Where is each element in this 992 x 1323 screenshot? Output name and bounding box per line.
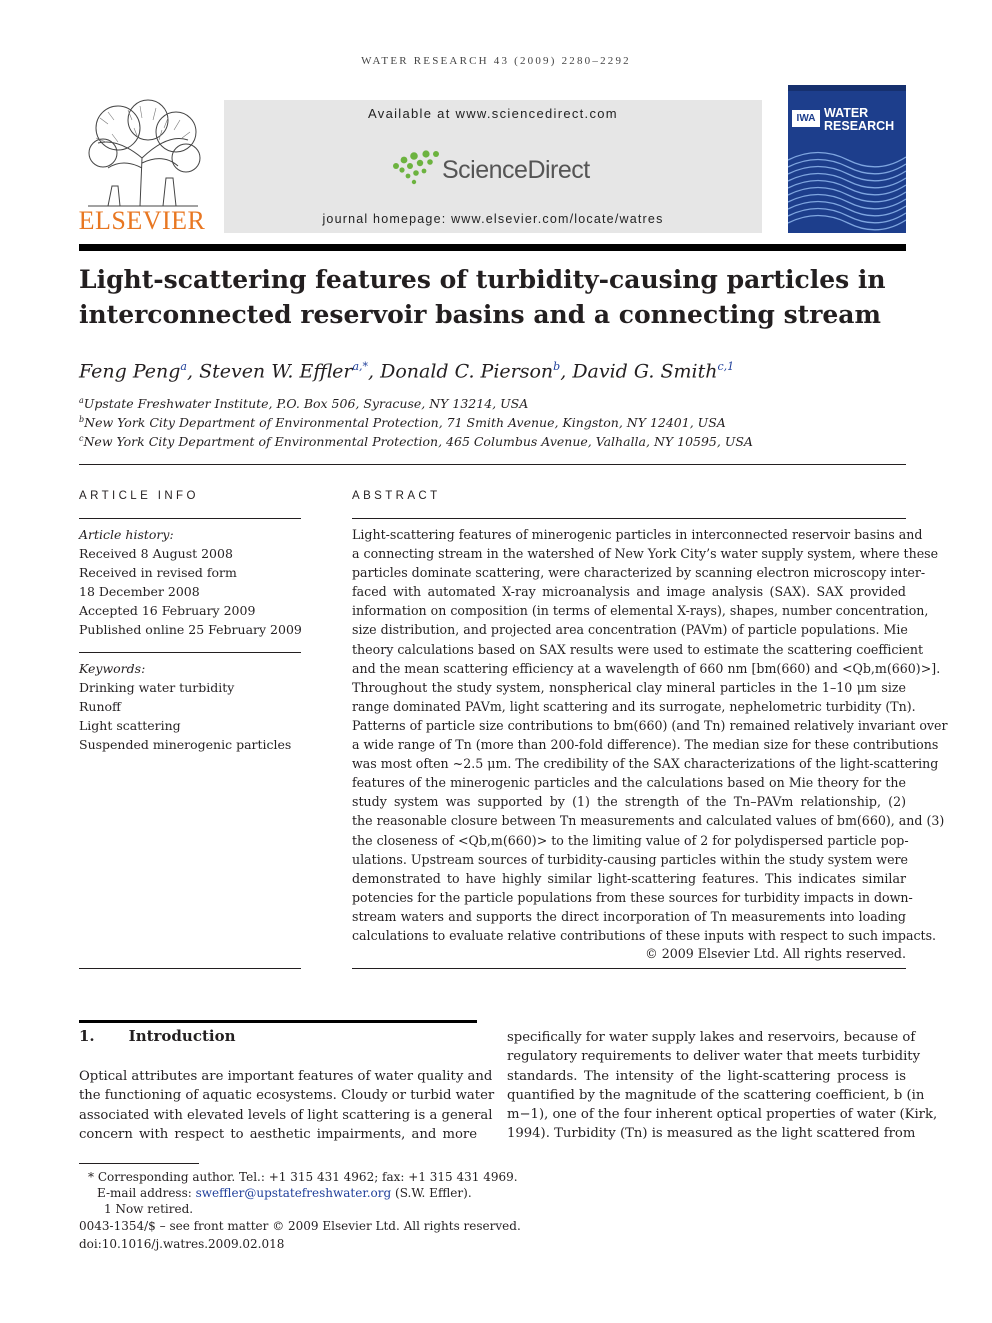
intro-left-column: Optical attributes are important features of water quality and the functioning of aquatic ecosystems. Cloudy or turbid water associated with elevated levels of light scattering is a general concern with respect to aesthetic impairments, and more	[79, 1069, 495, 1142]
article-info-bottom-rule	[79, 968, 301, 969]
author-list: Feng Peng$^a$, Steven W. Effler$^{a,*}$, Donald C. Pierson$^b$, David G. Smith$^{c,1}$	[79, 360, 735, 383]
keywords-rule	[79, 652, 301, 653]
abstract-line: theory calculations based on SAX results were used to estimate the scattering coefficient	[352, 641, 924, 657]
abstract-line: stream waters and supports the direct incorporation of Tn measurements into loading	[352, 908, 906, 924]
abstract-line: size distribution, and projected area concentration (PAVm) of particle populations. Mie	[352, 622, 908, 638]
intro-right-column: specifically for water supply lakes and reservoirs, because of regulatory requirements to deliver water that meets turbidity standards. The intensity of the light-scattering process is quantified by the magnitude of the scattering coefficient, b (in m−1), one of the four inherent optical properties of water (Kirk, 1994). Turbidity (Tn) is measured as the light scattered from	[507, 1030, 938, 1142]
keywords: Keywords: Drinking water turbidity Runoff Light scattering Suspended minerogenic particles	[79, 661, 292, 753]
affiliation-rule	[79, 464, 906, 465]
abstract-line: ulations. Upstream sources of turbidity-causing particles within the study system were	[352, 851, 909, 867]
author-affiliation-mark: b	[553, 360, 561, 373]
sciencedirect-wordmark: ScienceDirect	[442, 156, 590, 184]
abstract-line: Light-scattering features of minerogenic particles in interconnected reservoir basins and	[352, 527, 923, 542]
article-info-heading: ARTICLE INFO	[79, 490, 199, 502]
elsevier-wordmark: ELSEVIER	[78, 206, 206, 235]
author-affiliation-mark: c,1	[717, 360, 735, 373]
article-info-rule	[79, 518, 301, 519]
iwa-logo: IWA	[792, 110, 820, 127]
journal-cover	[788, 85, 906, 233]
issn-line: 0043-1354/$ – see front matter © 2009 Elsevier Ltd. All rights reserved.	[79, 1219, 521, 1233]
journal-homepage: journal homepage: www.elsevier.com/locate/watres	[322, 212, 664, 226]
email-link[interactable]: sweffler@upstatefreshwater.org	[195, 1186, 392, 1200]
abstract-line: the reasonable closure between Tn measurements and calculated values of bm(660), and (3)	[352, 813, 945, 829]
header-rule	[79, 244, 906, 251]
abstract-copyright: © 2009 Elsevier Ltd. All rights reserved.	[645, 946, 906, 961]
abstract-line: calculations to evaluate relative contributions of these inputs with respect to such impacts.	[352, 927, 937, 943]
abstract-line: faced with automated X-ray microanalysis and image analysis (SAX). SAX provided	[352, 584, 906, 600]
retired-note: 1 Now retired.	[104, 1202, 194, 1216]
abstract-line: and the mean scattering efficiency at a wavelength of 660 nm [bm(660) and <Qb,m(660)>].	[352, 660, 941, 676]
footnote-rule	[79, 1163, 199, 1164]
abstract-line: features of the minerogenic particles and the calculations based on Mie theory for the	[352, 775, 906, 791]
abstract-line: the closeness of <Qb,m(660)> to the limiting value of 2 for polydispersed particle pop-	[352, 832, 909, 848]
abstract-bottom-rule	[352, 968, 906, 969]
abstract-line: was most often ~2.5 μm. The credibility of the SAX characterizations of the light-scattering	[352, 756, 939, 772]
author-name: David G. Smith	[572, 360, 718, 383]
author-affiliation-mark: a,*	[352, 360, 368, 373]
abstract-line: demonstrated to have highly similar light-scattering features. This indicates similar	[352, 870, 906, 886]
abstract-line: study system was supported by (1) the strength of the Tn–PAVm relationship, (2)	[352, 794, 906, 810]
abstract-heading: ABSTRACT	[352, 490, 441, 502]
abstract-line: Throughout the study system, nonspherical clay mineral particles in the 1–10 μm size	[352, 679, 906, 695]
abstract-rule	[352, 518, 906, 519]
abstract-body	[352, 525, 948, 945]
affiliation: $^b$New York City Department of Environmental Protection, 71 Smith Avenue, Kingston, NY 12401, USA	[79, 415, 726, 431]
abstract-line: range dominated PAVm, light scattering and its surrogate, nephelometric turbidity (Tn).	[352, 698, 916, 714]
email-note: E-mail address: sweffler@upstatefreshwater.org (S.W. Effler).	[97, 1186, 472, 1200]
journal-citation: WATER RESEARCH 43 (2009) 2280–2292	[361, 55, 631, 67]
corresponding-author-note: * Corresponding author. Tel.: +1 315 431 4962; fax: +1 315 431 4969.	[88, 1170, 518, 1184]
abstract-line: potencies for the particle populations from these sources for turbidity impacts in down-	[352, 889, 913, 905]
doi-line[interactable]: doi:10.1016/j.watres.2009.02.018	[79, 1237, 285, 1251]
abstract-line: a connecting stream in the watershed of New York City’s water supply system, where these	[352, 546, 939, 562]
affiliation: $^c$New York City Department of Environmental Protection, 465 Columbus Avenue, Valhalla, NY 10595, USA	[79, 434, 753, 450]
intro-rule	[79, 1020, 477, 1023]
article-title: Light-scattering features of turbidity-causing particles in interconnected reservoir basins and a connecting stream	[79, 265, 886, 329]
affiliation: $^a$Upstate Freshwater Institute, P.O. Box 506, Syracuse, NY 13214, USA	[79, 396, 529, 412]
article-history: Article history: Received 8 August 2008 Received in revised form 18 December 2008 Accepted 16 February 2009 Published online 25 February 2009	[79, 527, 302, 638]
available-at-text: Available at www.sciencedirect.com	[368, 106, 618, 121]
intro-heading: 1. Introduction	[79, 1027, 236, 1045]
elsevier-tree-logo	[78, 98, 206, 208]
sciencedirect-logo	[388, 146, 608, 190]
abstract-line: particles dominate scattering, were characterized by scanning electron microscopy inter-	[352, 565, 926, 581]
author-name: Donald C. Pierson	[380, 360, 554, 383]
abstract-line: Patterns of particle size contributions to bm(660) (and Tn) remained relatively invariant over	[352, 717, 948, 733]
author-affiliation-mark: a	[180, 360, 187, 373]
abstract-line: a wide range of Tn (more than 200-fold difference). The median size for these contributions	[352, 737, 939, 753]
author-name: Steven W. Effler	[199, 360, 353, 383]
abstract-line: information on composition (in terms of elemental X-rays), shapes, number concentration,	[352, 603, 929, 619]
cover-title: WATER RESEARCH	[824, 106, 895, 133]
author-name: Feng Peng	[79, 360, 181, 383]
